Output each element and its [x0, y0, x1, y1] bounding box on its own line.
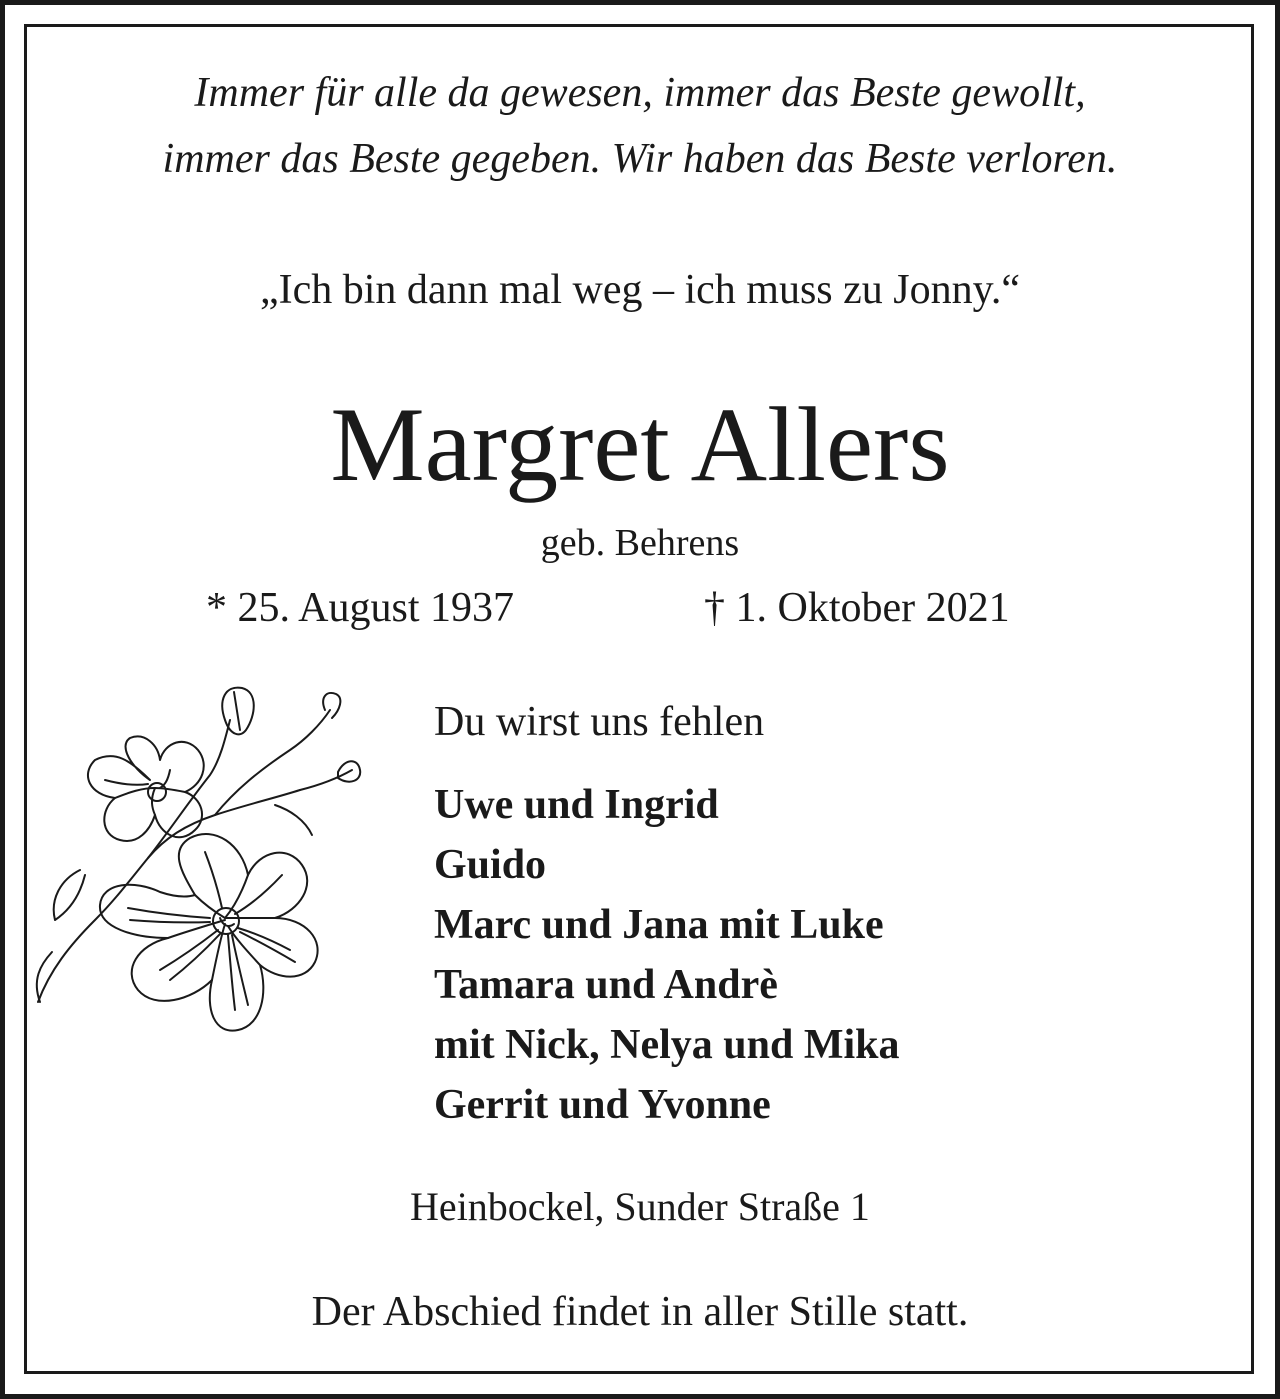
family-member: Guido — [434, 842, 547, 888]
maiden-name: geb. Behrens — [540, 522, 740, 564]
family-member: Tamara und Andrè — [434, 962, 778, 1008]
motto-line-1: Immer für alle da gewesen, immer das Beste gewollt, — [194, 70, 1086, 116]
motto-line-2: immer das Beste gegeben. Wir haben das Beste verloren. — [162, 136, 1118, 182]
family-member: Marc und Jana mit Luke — [434, 902, 884, 948]
orchid-icon — [20, 680, 370, 1110]
farewell-note: Der Abschied findet in aller Stille statt. — [311, 1289, 969, 1335]
birth-date: * 25. August 1937 — [206, 585, 515, 631]
death-date: † 1. Oktober 2021 — [704, 585, 1010, 631]
family-member: Gerrit und Yvonne — [434, 1082, 771, 1128]
deceased-name: Margret Allers — [330, 386, 950, 503]
address: Heinbockel, Sunder Straße 1 — [410, 1184, 870, 1229]
family-list — [434, 775, 900, 1135]
motto — [0, 60, 1280, 192]
family-member: Uwe und Ingrid — [434, 782, 719, 828]
miss-line: Du wirst uns fehlen — [434, 699, 765, 745]
quote: „Ich bin dann mal weg – ich muss zu Jonny.“ — [259, 267, 1021, 313]
family-member: mit Nick, Nelya und Mika — [434, 1022, 900, 1068]
